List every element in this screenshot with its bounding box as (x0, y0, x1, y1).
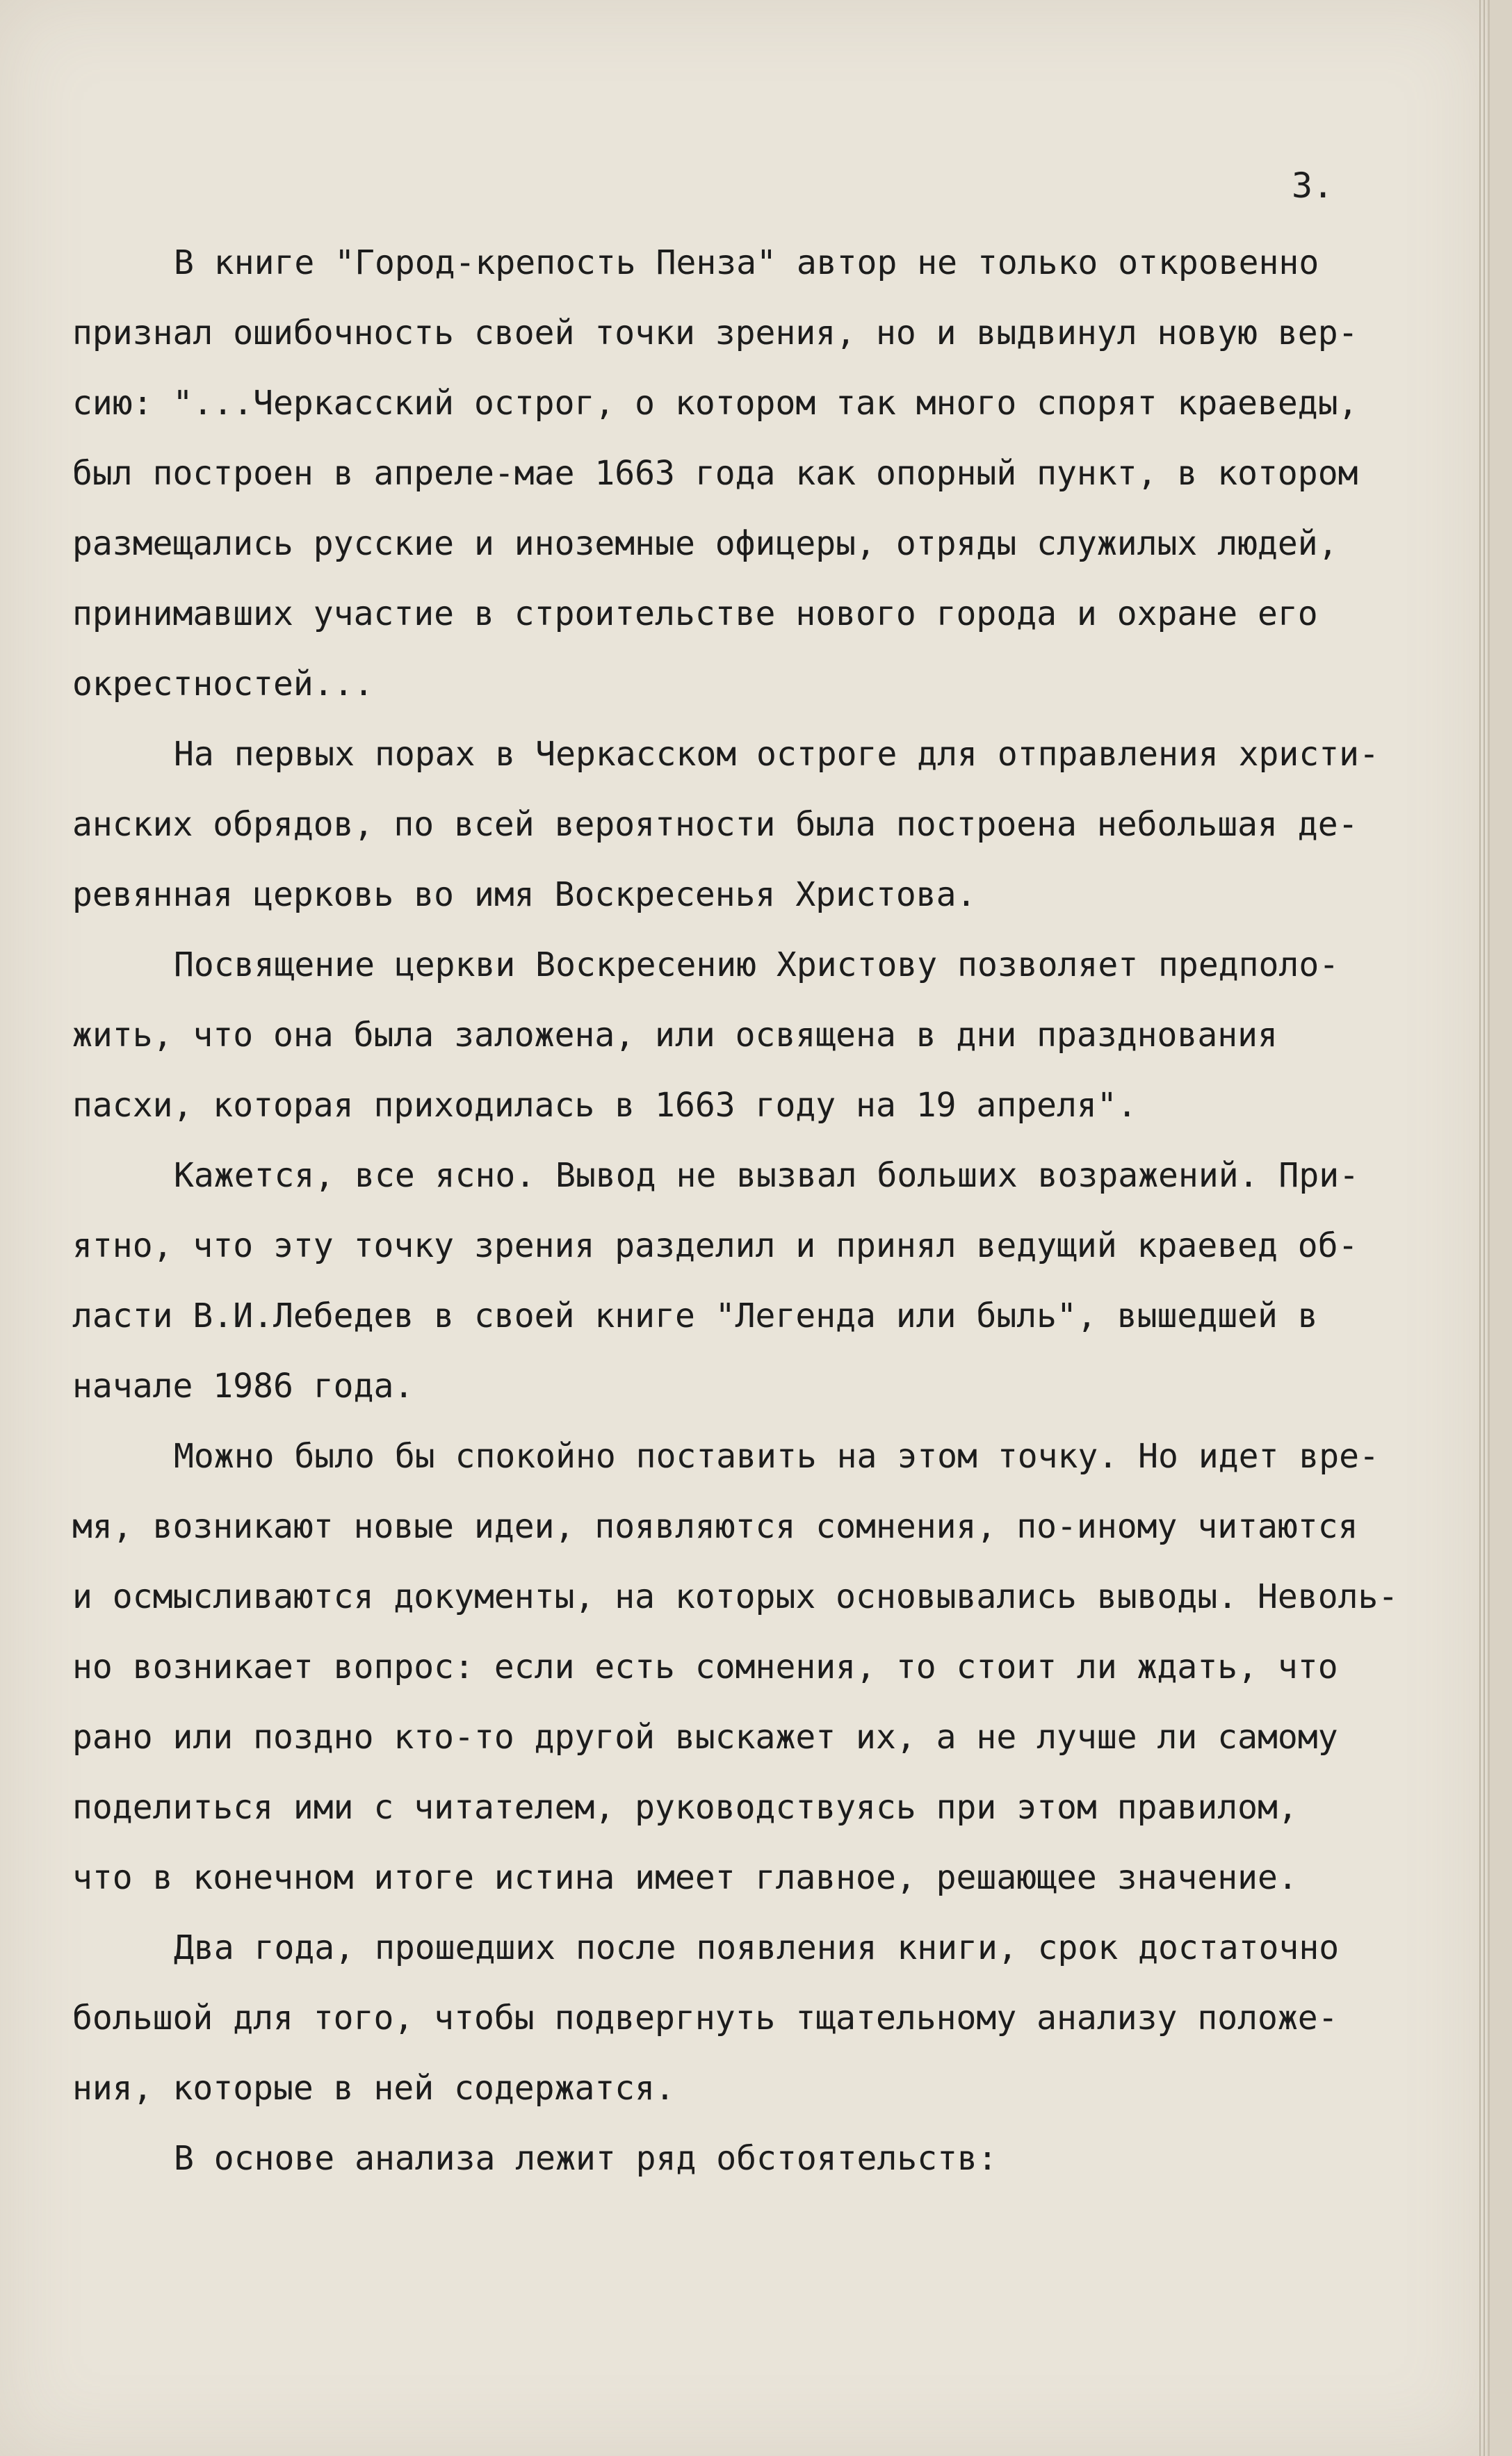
text-line: поделиться ими с читателем, руководствуясь при этом правилом, (72, 1788, 1298, 1827)
text-line: рано или поздно кто-то другой выскажет их, а не лучше ли самому (72, 1718, 1338, 1757)
page-edge-line (1483, 0, 1485, 2456)
text-line: пасхи, которая приходилась в 1663 году на 19 апреля". (72, 1086, 1137, 1125)
text-line: принимавших участие в строительстве нового города и охране его (72, 594, 1318, 633)
text-line: жить, что она была заложена, или освящена в дни празднования (72, 1016, 1278, 1055)
text-line: анских обрядов, по всей вероятности была построена небольшая де- (72, 805, 1358, 844)
text-line: окрестностей... (72, 665, 374, 704)
text-line: В книге "Город-крепость Пенза" автор не только откровенно (174, 243, 1319, 282)
text-line: размещались русские и иноземные офицеры, отряды служилых людей, (72, 524, 1338, 563)
text-line: сию: "...Черкасский острог, о котором так много спорят краеведы, (72, 384, 1358, 423)
text-line: ятно, что эту точку зрения разделил и принял ведущий краевед об- (72, 1226, 1358, 1265)
text-line: Можно было бы спокойно поставить на этом точку. Но идет вре- (174, 1437, 1379, 1476)
text-line: большой для того, чтобы подвергнуть тщательному анализу положе- (72, 1999, 1338, 2038)
page-edge-line (1479, 0, 1481, 2456)
text-line: и осмысливаются документы, на которых основывались выводы. Неволь- (72, 1577, 1399, 1616)
text-line: Посвящение церкви Воскресению Христову позволяет предполо- (174, 945, 1340, 984)
text-line: мя, возникают новые идеи, появляются сомнения, по-иному читаются (72, 1507, 1358, 1546)
text-line: признал ошибочность своей точки зрения, но и выдвинул новую вер- (72, 314, 1358, 352)
text-line: начале 1986 года. (72, 1367, 414, 1406)
text-line: ния, которые в ней содержатся. (72, 2069, 675, 2108)
text-line: На первых порах в Черкасском остроге для отправления христи- (174, 735, 1379, 774)
text-line: но возникает вопрос: если есть сомнения, то стоит ли ждать, что (72, 1648, 1338, 1686)
page-number: 3. (1292, 165, 1334, 206)
text-line: был построен в апреле-мае 1663 года как опорный пункт, в котором (72, 454, 1358, 493)
text-line: Два года, прошедших после появления книги, срок достаточно (174, 1928, 1340, 1967)
text-line: ревянная церковь во имя Воскресенья Христова. (72, 875, 977, 914)
text-line: ласти В.И.Лебедев в своей книге "Легенда или быль", вышедшей в (72, 1296, 1318, 1335)
text-line: В основе анализа лежит ряд обстоятельств: (174, 2139, 998, 2178)
text-line: что в конечном итоге истина имеет главное, решающее значение. (72, 1858, 1298, 1897)
text-line: Кажется, все ясно. Вывод не вызвал больших возражений. При- (174, 1156, 1360, 1195)
